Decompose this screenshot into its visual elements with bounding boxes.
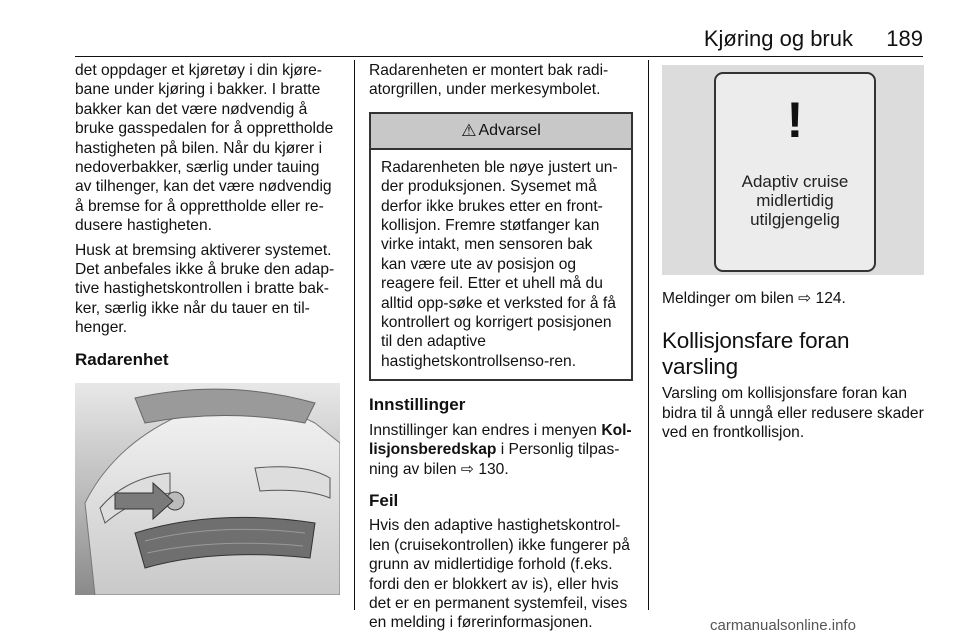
- section-title: Kjøring og bruk: [703, 26, 853, 51]
- display-line-2: midlertidig: [756, 191, 834, 210]
- display-line-3: utilgjengelig: [750, 210, 840, 229]
- section-heading: Feil: [369, 490, 399, 510]
- paragraph: Husk at bremsing aktiverer systemet. Det anbefales ikke å bruke den adap-tive hastighetskontrollen i bratte bak-ker, særlig ikke når du tauer en til-henger.: [75, 241, 335, 337]
- section-title-large: Kollisjonsfare foran varsling: [662, 328, 850, 380]
- page-ref: 130.: [478, 460, 509, 478]
- column-2: [369, 61, 633, 638]
- warning-header: [371, 114, 631, 150]
- paragraph: [369, 421, 633, 479]
- page-number: 189: [886, 26, 923, 51]
- display-symbol: !: [786, 92, 804, 148]
- paragraph: Radarenheten er montert bak radi-atorgrillen, under merkesymbolet.: [369, 62, 609, 99]
- column-divider-1: [354, 60, 355, 610]
- column-3: [662, 61, 924, 448]
- warning-triangle-icon: ⚠: [461, 121, 477, 141]
- page-ref-arrow-icon: ⇨: [460, 460, 474, 478]
- paragraph: Varsling om kollisjonsfare foran kan bidra til å unngå eller redusere skader ved en frontkollisjon.: [662, 385, 924, 442]
- car-radar-illustration: [75, 383, 340, 595]
- watermark: carmanualsonline.info: [710, 617, 856, 634]
- header-rule: [75, 56, 923, 57]
- section-heading: Radarenhet: [75, 349, 169, 369]
- section-heading: Innstillinger: [369, 395, 466, 415]
- text-run: Innstillinger kan endres i menyen: [369, 421, 602, 439]
- paragraph: det oppdager et kjøretøy i din kjøre-bane under kjøring i bakker. I bratte bakker kan det være nødvendig å bruke gasspedalen for å opprettholde hastigheten på bilen. Når du kjører i nedoverbakker, særlig under tauing av tilhenger, kan det være nødvendig å bremse for å opprettholde eller re-dusere hastigheten.: [75, 62, 334, 235]
- page-header: [75, 26, 923, 54]
- text-run: Meldinger om bilen: [662, 290, 799, 307]
- menu-name: Kol-lisjonsberedskap: [369, 421, 632, 459]
- driver-info-display: [662, 65, 924, 275]
- warning-title: Advarsel: [478, 122, 541, 140]
- display-line-1: Adaptiv cruise: [741, 172, 849, 191]
- page-ref: 124.: [815, 290, 846, 307]
- page-ref-arrow-icon: ⇨: [798, 290, 812, 307]
- warning-text: Radarenheten ble nøye justert un-der produksjonen. Sysemet må derfor ikke brukes etter en front-kollisjon. Fremre støtfanger kan virke intakt, men sensoren bak kan være ute av posisjon og reagere feil. Etter et uhell må du alltid opp-søke et verksted for å få kontrollert og korrigert posisjonen til den adaptive hastighetskontrollsenso-ren.: [381, 158, 618, 370]
- paragraph: [662, 289, 924, 308]
- column-divider-2: [648, 60, 649, 610]
- paragraph: Hvis den adaptive hastighetskontrol-len (cruisekontrollen) ikke fungerer på grunn av midlertidige forhold (f.eks. fordi den er blokkert av is), eller hvis det er en permanent systemfeil, vises en melding i førerinformasjonen.: [369, 517, 630, 632]
- column-1: [75, 61, 340, 595]
- text-run: i Personlig tilpas-ning av bilen: [369, 441, 620, 478]
- warning-box: [369, 112, 633, 381]
